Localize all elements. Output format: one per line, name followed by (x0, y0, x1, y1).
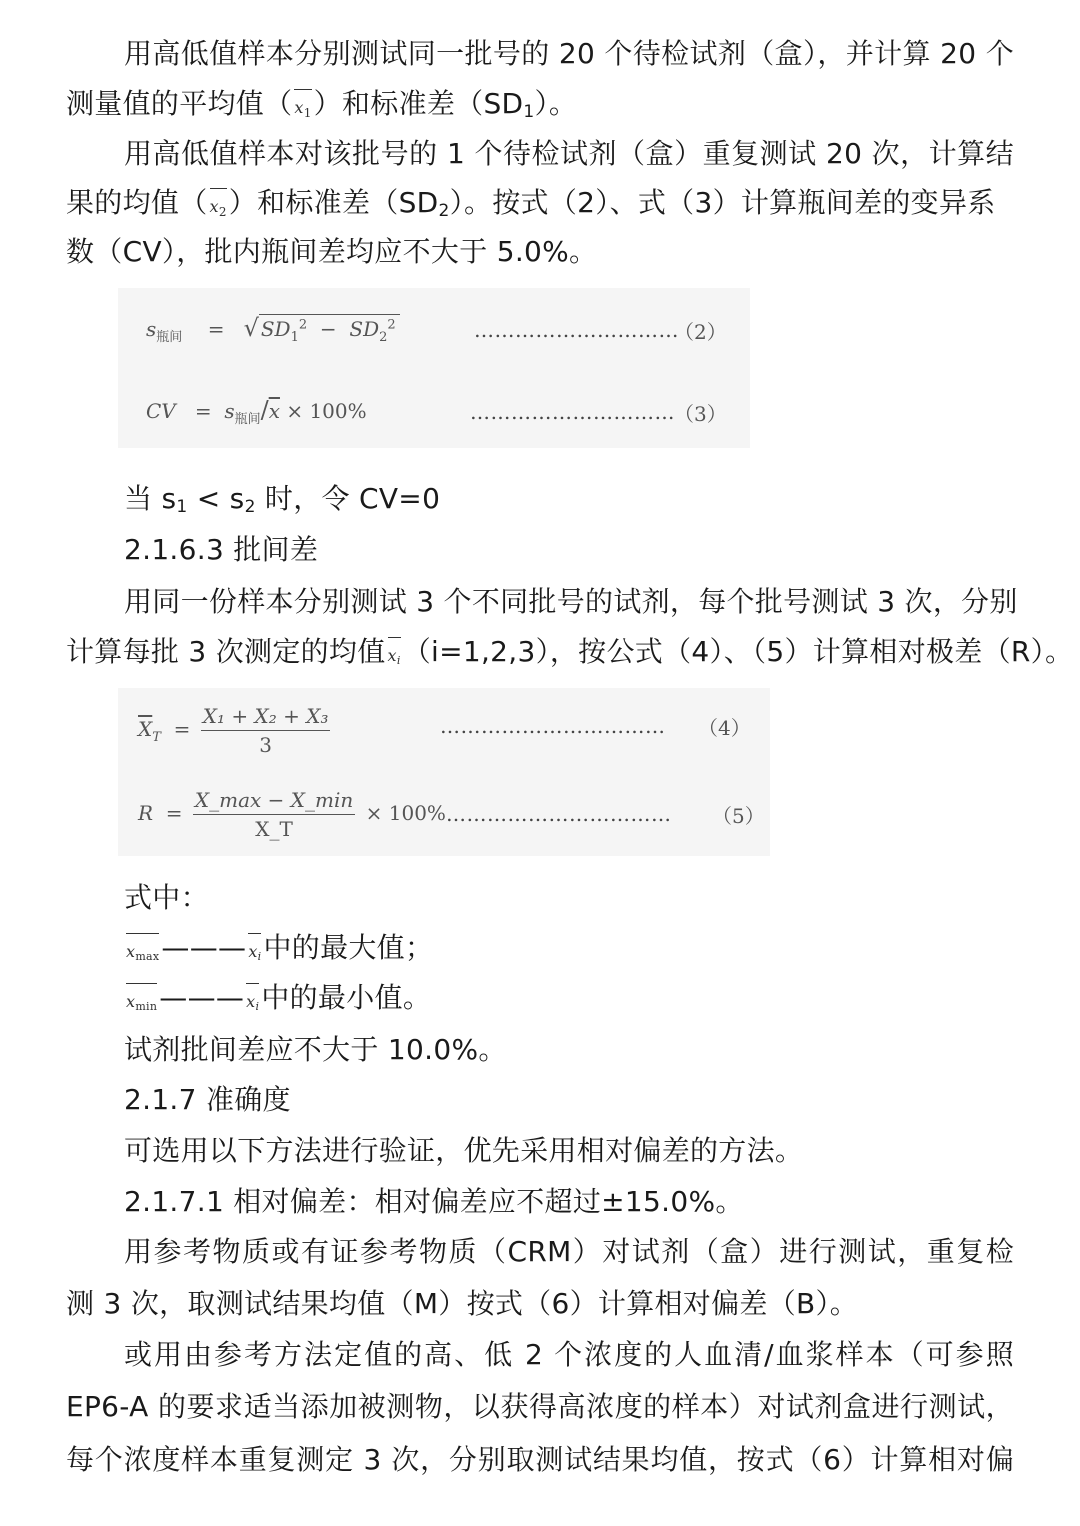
paragraph-line: 用参考物质或有证参考物质（CRM）对试剂（盒）进行测试，重复检 (124, 1235, 1014, 1268)
text-span: ）。按式（2）、式（3）计算瓶间差的变异系 (449, 186, 996, 219)
em-dash: ——— (161, 931, 247, 964)
paragraph-line: 用同一份样本分别测试 3 个不同批号的试剂，每个批号测试 3 次，分别 (124, 585, 1018, 618)
leader-dots: ………………………… (470, 400, 675, 424)
paragraph-line: 或用由参考方法定值的高、低 2 个浓度的人血清/血浆样本（可参照 (124, 1338, 1014, 1371)
formula-image-2-3 (118, 288, 750, 448)
formula-symbol: SD (260, 317, 291, 341)
equation-number: （5） (712, 804, 765, 828)
section-heading: 2.1.6.3 批间差 (124, 533, 319, 566)
formula-symbol: $\overline{x}$ (268, 399, 280, 423)
formula-3 (146, 396, 367, 427)
symbol-text: x (387, 646, 397, 665)
formula-subscript: 瓶间 (156, 330, 183, 345)
fraction-denominator: 3 (259, 733, 272, 757)
subscript: 1 (523, 102, 535, 122)
formula-superscript: 2 (298, 317, 308, 333)
text-span: （i=1,2,3），按公式（4）、（5）计算相对极差（R）。 (402, 635, 1074, 668)
fraction (201, 704, 331, 757)
fraction-denominator: X_T (255, 817, 293, 841)
formula-symbol: s (224, 399, 235, 423)
leader-dots: ………………………… (474, 318, 679, 342)
symbol-subscript: 2 (218, 205, 227, 219)
em-dash: ——— (159, 981, 245, 1014)
formula-subscript: 瓶间 (234, 412, 261, 427)
formula-operator: / (260, 396, 269, 424)
text-span: ）和标准差（SD (228, 186, 439, 219)
formula-operator: = (173, 717, 191, 741)
formula-subscript: T (152, 730, 161, 745)
definition-line (124, 978, 431, 1027)
sqrt-sign: √ (243, 314, 259, 342)
paragraph-line: 试剂批间差应不大于 10.0%。 (124, 1033, 507, 1066)
formula-2 (146, 314, 400, 345)
formula-superscript: 2 (387, 317, 396, 333)
symbol-text: x (209, 197, 219, 216)
symbol-subscript: min (135, 1000, 158, 1013)
equation-number: （2） (674, 320, 727, 344)
fraction (193, 788, 355, 841)
paragraph-line: 数（CV），批内瓶间差均应不大于 5.0%。 (66, 235, 598, 268)
formula-operator: − (319, 317, 337, 341)
text-span: ）和标准差（SD (313, 87, 524, 120)
formula-text: × 100% (365, 801, 446, 825)
fraction-numerator: X_max − X_min (193, 788, 355, 815)
equation-number: （4） (698, 716, 751, 740)
x-bar-symbol (292, 88, 313, 133)
text-span: 计算每批 3 次测定的均值 (66, 635, 386, 668)
formula-operator: = (207, 317, 225, 341)
fraction-numerator: X₁ + X₂ + X₃ (201, 704, 331, 731)
x-bar-symbol (124, 982, 159, 1027)
formula-symbol: CV (146, 399, 176, 423)
paragraph-line: 用高低值样本对该批号的 1 个待检试剂（盒）重复测试 20 次，计算结 (124, 137, 1014, 170)
x-bar-symbol (208, 187, 229, 232)
symbol-subscript: i (255, 1000, 260, 1013)
x-bar-symbol (244, 982, 261, 1027)
formula-4 (138, 704, 334, 757)
text-span: 当 s (124, 482, 177, 515)
symbol-subscript: i (396, 654, 401, 667)
formula-text: × 100% (286, 399, 367, 423)
formula-symbol: SD (349, 317, 380, 341)
leader-dots: …………………………… (440, 714, 666, 738)
symbol-text: x (248, 942, 258, 961)
definition-line (124, 928, 433, 977)
paragraph-line: 2.1.7.1 相对偏差：相对偏差应不超过±15.0%。 (124, 1185, 744, 1218)
subscript: 2 (438, 201, 450, 221)
paragraph-line: 用高低值样本分别测试同一批号的 20 个待检试剂（盒），并计算 20 个 (124, 37, 1014, 70)
formula-operator: = (194, 399, 212, 423)
leader-dots: …………………………… (446, 802, 672, 826)
text-span: 测量值的平均值（ (66, 87, 293, 120)
formula-operator: = (165, 801, 183, 825)
paragraph-line (66, 632, 1074, 681)
paragraph-line (66, 84, 577, 133)
section-heading: 2.1.7 准确度 (124, 1083, 291, 1116)
radicand (259, 314, 400, 345)
symbol-subscript: max (135, 950, 160, 963)
text-span: 时，令 CV=0 (255, 482, 441, 515)
text-span: 中的最小值。 (261, 981, 432, 1014)
subscript: 2 (244, 497, 256, 517)
formula-symbol: s (146, 317, 157, 341)
formula-subscript: 1 (290, 330, 299, 345)
symbol-text: x (126, 992, 136, 1011)
symbol-text: x (294, 98, 304, 117)
symbol-subscript: i (257, 950, 262, 963)
subscript: 1 (176, 497, 188, 517)
paragraph-line: 测 3 次，取测试结果均值（M）按式（6）计算相对偏差（B）。 (66, 1287, 859, 1320)
paragraph-line: 可选用以下方法进行验证，优先采用相对偏差的方法。 (124, 1134, 804, 1167)
x-bar-symbol (124, 932, 161, 977)
text-span: 果的均值（ (66, 186, 208, 219)
paragraph-line (124, 479, 440, 527)
x-bar-symbol (246, 932, 263, 977)
formula-symbol: $\overline{X}$ (138, 717, 153, 741)
paragraph-line: EP6-A 的要求适当添加被测物，以获得高浓度的样本）对试剂盒进行测试， (66, 1390, 1014, 1423)
x-bar-symbol (386, 636, 403, 681)
symbol-text: x (246, 992, 256, 1011)
equation-number: （3） (674, 402, 727, 426)
paragraph-line: 每个浓度样本重复测定 3 次，分别取测试结果均值，按式（6）计算相对偏 (66, 1443, 1014, 1476)
symbol-text: x (126, 942, 136, 961)
formula-5 (138, 788, 446, 841)
text-span: ）。 (534, 87, 578, 120)
formula-subscript: 2 (379, 330, 388, 345)
formula-symbol: R (138, 801, 154, 825)
paragraph-line (66, 183, 996, 232)
text-span: < s (187, 482, 245, 515)
formula-image-4-5 (118, 688, 770, 856)
text-span: 中的最大值； (263, 931, 434, 964)
symbol-subscript: 1 (303, 106, 312, 120)
paragraph-line: 式中： (124, 881, 209, 914)
